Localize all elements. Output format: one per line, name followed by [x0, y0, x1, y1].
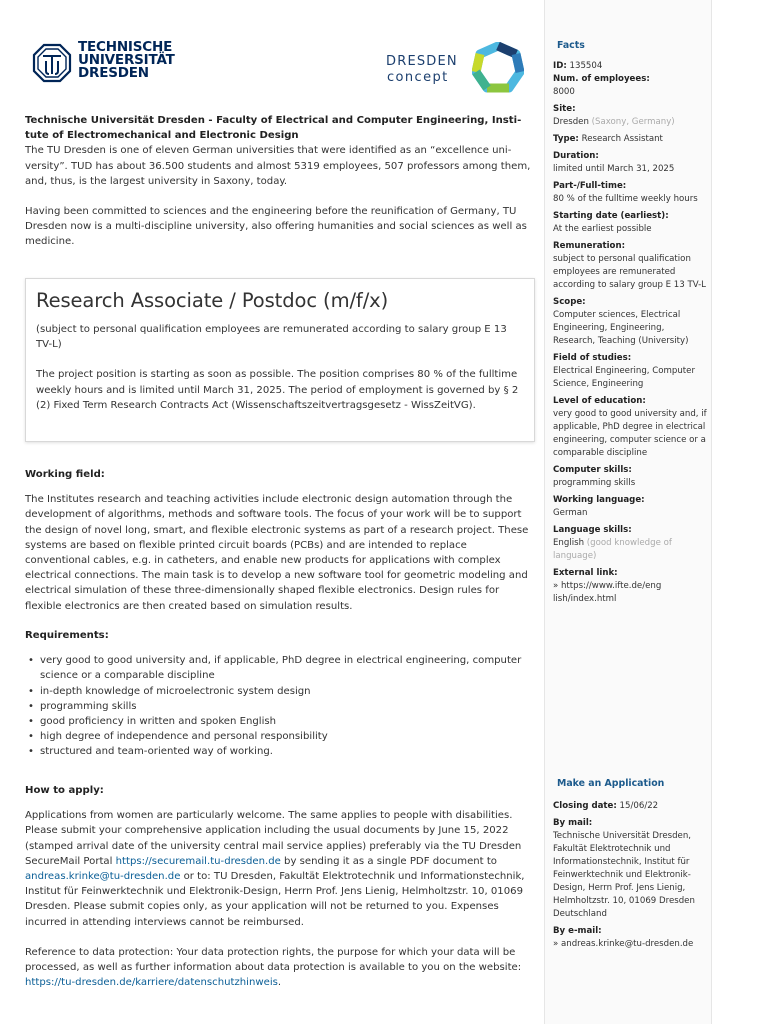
fact-label: Starting date (earliest): — [553, 211, 669, 221]
facts-heading: Facts — [557, 40, 585, 51]
working-field-section — [25, 467, 535, 614]
tu-dresden-logo[interactable] — [32, 41, 182, 87]
dresden-concept-logo[interactable] — [386, 42, 526, 102]
fact-value: 135504 — [569, 61, 603, 71]
institution-heading: Technische Universität Dresden - Faculty of Electrical and Computer Engineering, Institute of Electromechanical and Electronic Design — [25, 115, 522, 142]
fact-value: Dresden — [553, 117, 589, 127]
fact-external-link — [553, 567, 707, 606]
job-title: Research Associate / Postdoc (m/f/x) — [36, 289, 389, 312]
fact-value-muted: (good knowledge of language) — [553, 538, 672, 561]
fact-value: At the earliest possible — [553, 224, 652, 234]
fact-field-of-studies — [553, 352, 707, 391]
fact-duration — [553, 150, 707, 176]
apply-text-b: by sending it as a single PDF document to — [280, 855, 497, 867]
fact-id — [553, 60, 707, 73]
tud-line-2: UNIVERSITÄT — [78, 52, 175, 68]
requirements-heading: Requirements: — [25, 630, 109, 641]
fact-label: By mail: — [553, 818, 593, 828]
requirement-item: • in-depth knowledge of microelectronic system design — [25, 684, 535, 699]
how-to-apply-section — [25, 783, 535, 990]
fact-label: Language skills: — [553, 525, 632, 535]
dc-line-1: DRESDEN — [386, 54, 458, 69]
fact-value-muted: (Saxony, Germany) — [591, 117, 675, 127]
fact-scope — [553, 296, 707, 348]
fact-type — [553, 133, 707, 146]
dc-line-2: concept — [387, 70, 449, 85]
fact-label: Level of education: — [553, 396, 646, 406]
tud-line-1: TECHNISCHE — [78, 39, 173, 55]
fact-value: Electrical Engineering, Computer Science, Engineering — [553, 366, 695, 389]
fact-value: Computer sciences, Electrical Engineering, Engineering, Research, Teaching (University) — [553, 310, 689, 346]
by-mail — [553, 817, 707, 921]
fact-value: very good to good university and, if applicable, PhD degree in electrical engineering, computer science or a comparable discipline — [553, 409, 707, 458]
intro-paragraph-1: The TU Dresden is one of eleven German universities that were identified as an “excellence university”. TUD has about 36.500 students and almost 5319 employees, 507 professors among them, and, thus, is the largest university in Saxony, today. — [25, 145, 531, 187]
fact-value: Research Assistant — [581, 134, 663, 144]
fact-education — [553, 395, 707, 460]
by-email — [553, 925, 707, 951]
contact-email-link[interactable]: andreas.krinke@tu-dresden.de — [25, 871, 181, 883]
header-logos — [0, 0, 544, 100]
tu-dresden-emblem-icon — [32, 43, 72, 83]
fact-label: External link: — [553, 568, 618, 578]
fact-label: Part-/Full-time: — [553, 181, 627, 191]
requirement-item: • structured and team-oriented way of working. — [25, 744, 535, 759]
working-field-text: The Institutes research and teaching activities include electronic design automation through the development of algorithms, methods and software tools. The focus of your work will be to support the design of novel long, smart, and flexible electronic systems as part of a research project. These systems are based on flexible printed circuit boards (PCBs) and are intended to replace conventional cables, e.g. in catheters, and enable new products for applications with complex electrical connections. The main task is to develop a new software tool for geometric modeling and electrical simulation of these three-dimensionally shaped flexible electronics. Design rules for flexible electronics are then created based on simulation results. — [25, 494, 529, 612]
fact-site — [553, 103, 707, 129]
application-details — [553, 800, 707, 955]
fact-value: Technische Universität Dresden, Fakultät Elektrotechnik und Informationstechnik, Institut für Feinwerktechnik und Elektronik-Design, Herrn Prof. Jens Lienig, Helmholtzstr. 10, 01069 Dresden Deutschland — [553, 831, 695, 919]
securemail-portal-link[interactable]: https://securemail.tu-dresden.de — [115, 855, 281, 867]
privacy-end: . — [277, 977, 282, 989]
fact-label: Field of studies: — [553, 353, 632, 363]
privacy-text: Reference to data protection: Your data protection rights, the purpose for which your data will be processed, as well as further information about data protection is available to you on the website: — [25, 946, 522, 974]
requirement-item: • very good to good university and, if applicable, PhD degree in electrical engineering, computer science or a comparable discipline — [25, 653, 535, 683]
application-email-link[interactable]: » andreas.krinke@tu-dresden.de — [553, 939, 694, 949]
requirement-item: • high degree of independence and personal responsibility — [25, 729, 535, 744]
fact-label: Num. of employees: — [553, 74, 650, 84]
facts-list — [553, 60, 707, 610]
tu-dresden-wordmark — [78, 41, 175, 80]
fact-label: Duration: — [553, 151, 599, 161]
fact-value: limited until March 31, 2025 — [553, 164, 675, 174]
fact-employees — [553, 73, 707, 99]
fact-value: subject to personal qualification employees are remunerated according to salary group E 13 TV-L — [553, 254, 706, 290]
sidebar — [544, 0, 712, 1024]
requirement-item: • good proficiency in written and spoken English — [25, 714, 535, 729]
fact-label: Scope: — [553, 297, 586, 307]
fact-label: Type: — [553, 134, 579, 144]
fact-label: Working language: — [553, 495, 645, 505]
fact-value: 8000 — [553, 87, 575, 97]
requirements-section — [25, 628, 535, 760]
requirement-item: • programming skills — [25, 699, 535, 714]
fact-value: 15/06/22 — [619, 801, 659, 811]
fact-label: ID: — [553, 61, 567, 71]
external-link[interactable]: » https://www.ifte.de/eng lish/index.html — [553, 581, 662, 604]
fact-starting-date — [553, 210, 707, 236]
requirements-list — [25, 653, 535, 759]
how-to-apply-text — [25, 808, 535, 930]
apply-text-a: Applications from women are particularly welcome. The same applies to people with disabilities. Please submit your comprehensive application including the usual documents by June 15, 2022 (stamped arrival date of the university central mail service applies) preferably via the TU Dresden SecureMail Portal — [25, 810, 522, 867]
fact-part-full-time — [553, 180, 707, 206]
data-protection-link[interactable]: https://tu-dresden.de/karriere/datenschutzhinweis — [25, 977, 278, 989]
intro-section — [25, 113, 535, 265]
fact-label: Computer skills: — [553, 465, 632, 475]
salary-note: (subject to personal qualification employees are remunerated according to salary group E 13 TV-L) — [36, 324, 507, 351]
fact-value: German — [553, 508, 588, 518]
fact-value: 80 % of the fulltime weekly hours — [553, 194, 698, 204]
fact-value: programming skills — [553, 478, 636, 488]
data-protection-text — [25, 945, 535, 991]
fact-value: English — [553, 538, 585, 548]
make-application-heading: Make an Application — [557, 778, 665, 789]
how-to-apply-heading: How to apply: — [25, 785, 104, 796]
fact-label: Site: — [553, 104, 576, 114]
intro-paragraph-2: Having been committed to sciences and the engineering before the reunification of Germany, TU Dresden now is a multi-discipline university, also offering humanities and social sciences as well as medicine. — [25, 206, 527, 248]
tud-line-3: DRESDEN — [78, 65, 149, 81]
fact-label: Closing date: — [553, 801, 617, 811]
employment-terms: The project position is starting as soon as possible. The position comprises 80 % of the fulltime weekly hours and is limited until March 31, 2025. The period of employment is governed by § 2 (2) Fixed Term Research Contracts Act (Wissenschaftszeitvertragsgesetz - WissZeitVG). — [36, 369, 519, 411]
dresden-concept-ring-icon — [472, 42, 524, 94]
working-field-heading: Working field: — [25, 469, 105, 480]
fact-remuneration — [553, 240, 707, 292]
fact-computer-skills — [553, 464, 707, 490]
fact-working-language — [553, 494, 707, 520]
closing-date — [553, 800, 707, 813]
apply-text-c: or to: TU Dresden, Fakultät Elektrotechnik und Informationstechnik, Institut für Feinwerktechnik und Elektronik-Design, Herrn Prof. Jens Lienig, Helmholtzstr. 10, 01069 Dresden. Please submit copies only, as your application will not be returned to you. Expenses incurred in attending interviews cannot be reimbursed. — [25, 871, 525, 928]
fact-language-skills — [553, 524, 707, 563]
job-summary-box — [25, 278, 535, 442]
fact-label: Remuneration: — [553, 241, 626, 251]
fact-label: By e-mail: — [553, 926, 602, 936]
